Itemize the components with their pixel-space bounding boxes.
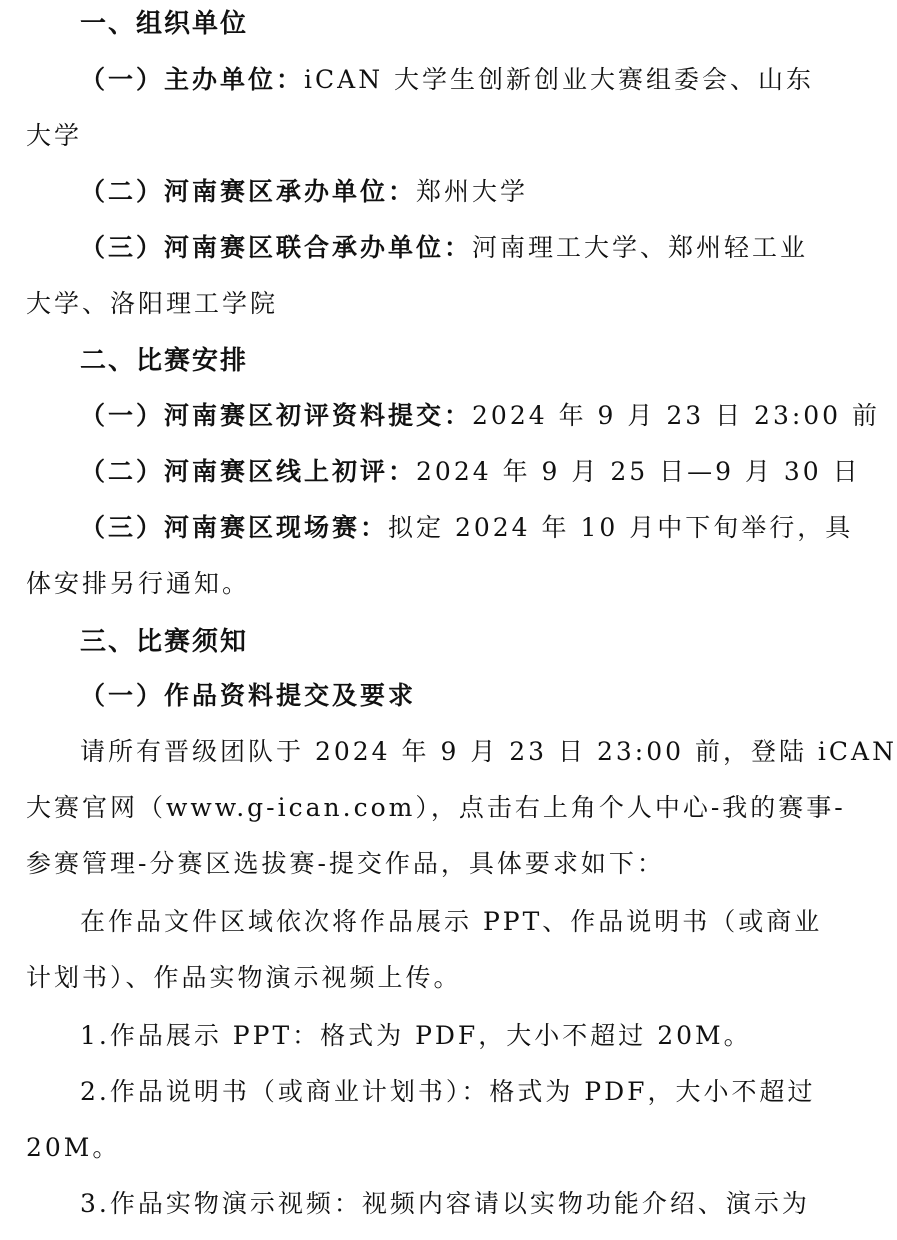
label-organizer: （二）河南赛区承办单位： (80, 177, 417, 206)
paragraph-submission-deadline (80, 398, 881, 434)
section-heading-schedule: 二、比赛安排 (80, 346, 249, 376)
text-organizer: 郑州大学 (416, 177, 529, 206)
text-submission: 2024 年 9 月 23 日 23:00 前 (472, 401, 881, 430)
subheading-materials: （一）作品资料提交及要求 (80, 681, 417, 710)
section-heading-notice: 三、比赛须知 (80, 627, 249, 657)
paragraph-co-organizer (80, 230, 809, 266)
label-submission: （一）河南赛区初评资料提交： (80, 401, 473, 430)
para2-line-a: 在作品文件区域依次将作品展示 PPT、作品说明书（或商业 (80, 907, 823, 936)
text-online-review: 2024 年 9 月 25 日—9 月 30 日 (416, 457, 861, 486)
text-co-organizer-a: 河南理工大学、郑州轻工业 (472, 233, 809, 262)
label-onsite: （三）河南赛区现场赛： (80, 513, 389, 542)
label-co-organizer: （三）河南赛区联合承办单位： (80, 233, 473, 262)
item-manual-b: 20M。 (26, 1133, 121, 1162)
text-host-a: iCAN 大学生创新创业大赛组委会、山东 (304, 65, 815, 94)
paragraph-host (80, 62, 815, 98)
paragraph-onsite (80, 510, 854, 546)
section-heading-organization: 一、组织单位 (80, 9, 249, 39)
text-onsite-a: 拟定 2024 年 10 月中下旬举行，具 (388, 513, 854, 542)
label-online-review: （二）河南赛区线上初评： (80, 457, 417, 486)
paragraph-online-review (80, 454, 861, 490)
paragraph-organizer (80, 174, 770, 210)
item-video: 3.作品实物演示视频：视频内容请以实物功能介绍、演示为 (80, 1189, 810, 1218)
text-co-organizer-b: 大学、洛阳理工学院 (26, 289, 279, 318)
para1-line-a: 请所有晋级团队于 2024 年 9 月 23 日 23:00 前，登陆 iCAN (80, 737, 897, 766)
para1-line-c: 参赛管理-分赛区选拔赛-提交作品，具体要求如下： (26, 849, 665, 878)
item-ppt: 1.作品展示 PPT：格式为 PDF，大小不超过 20M。 (80, 1021, 752, 1050)
text-host-b: 大学 (26, 121, 83, 150)
text-onsite-b: 体安排另行通知。 (26, 569, 251, 598)
para1-line-b: 大赛官网（www.g-ican.com），点击右上角个人中心-我的赛事- (26, 793, 846, 822)
para2-line-b: 计划书）、作品实物演示视频上传。 (26, 963, 462, 992)
item-manual-a: 2.作品说明书（或商业计划书）：格式为 PDF，大小不超过 (80, 1077, 816, 1106)
label-host: （一）主办单位： (80, 65, 305, 94)
